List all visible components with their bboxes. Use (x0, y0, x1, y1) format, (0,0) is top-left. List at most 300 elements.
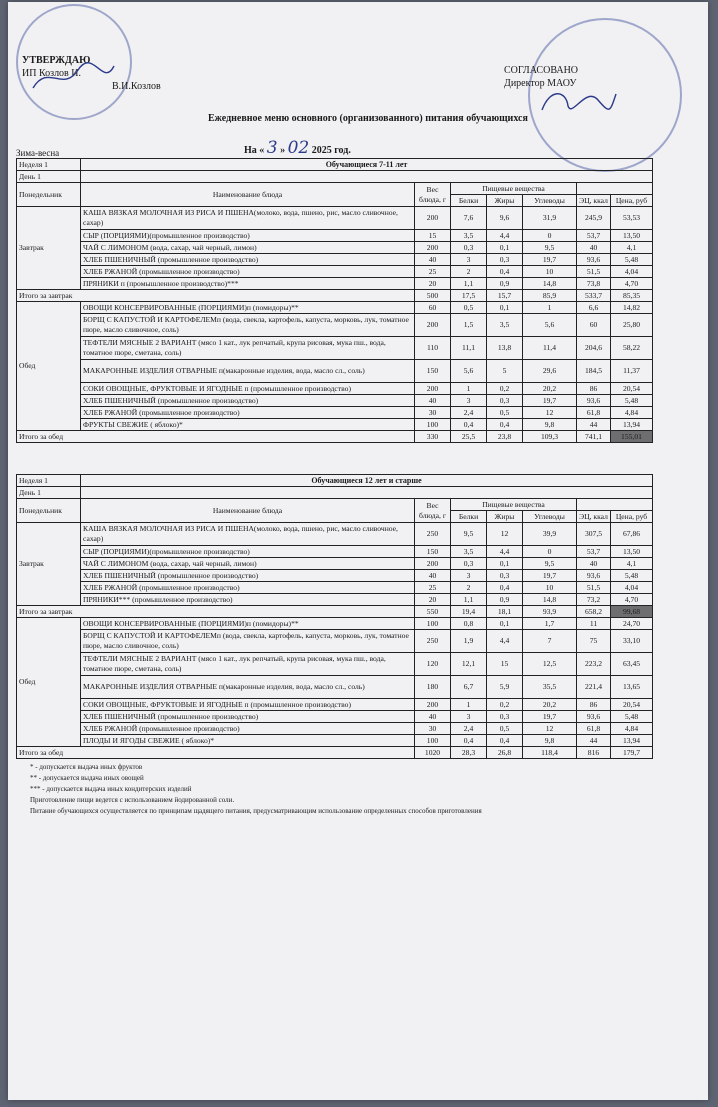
dish-carbs: 19,7 (523, 395, 577, 407)
dish-name: ФРУКТЫ СВЕЖИЕ ( яблоко)* (81, 419, 415, 431)
dish-name: ТЕФТЕЛИ МЯСНЫЕ 2 ВАРИАНТ (мясо 1 кат., лук репчатый, крупа рисовая, мука пш., вода, томатное пюре, сметана, соль) (81, 653, 415, 676)
dish-energy: 53,7 (577, 230, 611, 242)
dish-weight: 20 (415, 278, 451, 290)
table-row (17, 594, 653, 606)
dish-weight: 200 (415, 314, 451, 337)
right-signature (538, 82, 618, 122)
column-header-nutrients: Пищевые вещества (451, 183, 577, 195)
dish-carbs: 0 (523, 546, 577, 558)
dish-protein: 3,5 (451, 230, 487, 242)
dish-energy: 51,5 (577, 582, 611, 594)
date-month: 02 (287, 138, 310, 158)
dish-weight: 200 (415, 383, 451, 395)
column-header-weight: Вес блюда, г (415, 183, 451, 207)
table-row (17, 407, 653, 419)
column-header-energy: ЭЦ, ккал (577, 195, 611, 207)
dish-carbs: 10 (523, 582, 577, 594)
dish-name: СЫР (ПОРЦИЯМИ)(промышленное производство) (81, 546, 415, 558)
header-row (17, 159, 653, 171)
dish-name: ХЛЕБ РЖАНОЙ (промышленное производство) (81, 407, 415, 419)
dish-name: ХЛЕБ ПШЕНИЧНЫЙ (промышленное производство) (81, 254, 415, 266)
dish-weight: 200 (415, 207, 451, 230)
total-energy: 741,1 (577, 431, 611, 443)
dish-name: ПРЯНИКИ п (промышленное производство)*** (81, 278, 415, 290)
dish-price: 20,54 (611, 699, 653, 711)
dish-fat: 0,4 (487, 419, 523, 431)
day-label: День 1 (17, 171, 81, 183)
dish-carbs: 19,7 (523, 570, 577, 582)
dish-energy: 86 (577, 383, 611, 395)
dish-price: 58,22 (611, 337, 653, 360)
dish-fat: 0,3 (487, 395, 523, 407)
table-row (17, 383, 653, 395)
dish-carbs: 20,2 (523, 699, 577, 711)
dish-fat: 0,1 (487, 242, 523, 254)
dish-price: 13,65 (611, 676, 653, 699)
dish-name: КАША ВЯЗКАЯ МОЛОЧНАЯ ИЗ РИСА И ПШЕНА(молоко, вода, пшено, рис, масло сливочное, сахар) (81, 523, 415, 546)
dish-protein: 5,6 (451, 360, 487, 383)
table-row (17, 711, 653, 723)
dish-energy: 53,7 (577, 546, 611, 558)
dish-protein: 1,1 (451, 594, 487, 606)
date-suffix: 2025 год. (311, 145, 351, 156)
meal-label: Обед (17, 302, 81, 431)
dish-carbs: 5,6 (523, 314, 577, 337)
dish-weight: 150 (415, 546, 451, 558)
table-row (17, 676, 653, 699)
total-row (17, 290, 653, 302)
dish-energy: 11 (577, 618, 611, 630)
dish-protein: 3 (451, 711, 487, 723)
dish-fat: 0,3 (487, 254, 523, 266)
total-label: Итого за обед (17, 431, 415, 443)
dish-carbs: 12 (523, 407, 577, 419)
dish-price: 4,04 (611, 266, 653, 278)
blank-cell (81, 487, 653, 499)
blank-cell (577, 183, 653, 195)
notes (30, 762, 482, 817)
total-protein: 25,5 (451, 431, 487, 443)
dish-energy: 51,5 (577, 266, 611, 278)
total-label: Итого за обед (17, 747, 415, 759)
dish-carbs: 9,5 (523, 558, 577, 570)
dish-protein: 1,1 (451, 278, 487, 290)
total-row (17, 606, 653, 618)
total-fat: 18,1 (487, 606, 523, 618)
dish-protein: 2 (451, 582, 487, 594)
dish-price: 13,94 (611, 419, 653, 431)
total-weight: 500 (415, 290, 451, 302)
dish-energy: 204,6 (577, 337, 611, 360)
dish-price: 63,45 (611, 653, 653, 676)
dish-weight: 100 (415, 618, 451, 630)
dish-weight: 100 (415, 419, 451, 431)
dish-fat: 0,9 (487, 278, 523, 290)
dish-energy: 40 (577, 558, 611, 570)
date-mid: » (280, 145, 286, 156)
dish-protein: 0,4 (451, 735, 487, 747)
total-fat: 23,8 (487, 431, 523, 443)
table-row (17, 337, 653, 360)
dish-price: 14,82 (611, 302, 653, 314)
total-energy: 533,7 (577, 290, 611, 302)
dish-protein: 3,5 (451, 546, 487, 558)
dish-carbs: 19,7 (523, 254, 577, 266)
column-header-fat: Жиры (487, 511, 523, 523)
table-row (17, 735, 653, 747)
dish-weight: 250 (415, 630, 451, 653)
total-label: Итого за завтрак (17, 290, 415, 302)
dish-price: 13,50 (611, 230, 653, 242)
dish-name: КАША ВЯЗКАЯ МОЛОЧНАЯ ИЗ РИСА И ПШЕНА(молоко, вода, пшено, рис, масло сливочное, сахар) (81, 207, 415, 230)
total-price: 99,68 (611, 606, 653, 618)
weekday-label: Понедельник (17, 183, 81, 207)
table-row (17, 570, 653, 582)
dish-price: 5,48 (611, 711, 653, 723)
table-row (17, 630, 653, 653)
week-label: Неделя 1 (17, 159, 81, 171)
total-carbs: 118,4 (523, 747, 577, 759)
week-label: Неделя 1 (17, 475, 81, 487)
table-row (17, 546, 653, 558)
dish-energy: 223,2 (577, 653, 611, 676)
dish-name: ХЛЕБ РЖАНОЙ (промышленное производство) (81, 266, 415, 278)
dish-protein: 1,5 (451, 314, 487, 337)
dish-fat: 0,3 (487, 711, 523, 723)
weekday-label: Понедельник (17, 499, 81, 523)
dish-price: 5,48 (611, 254, 653, 266)
approved-name: В.И.Козлов (112, 81, 161, 92)
dish-name: ХЛЕБ РЖАНОЙ (промышленное производство) (81, 723, 415, 735)
table-row (17, 582, 653, 594)
dish-fat: 0,2 (487, 699, 523, 711)
date-prefix: На « (244, 145, 265, 156)
dish-fat: 0,4 (487, 266, 523, 278)
dish-carbs: 14,8 (523, 278, 577, 290)
menu-table-12-plus (16, 474, 653, 759)
date-line (244, 138, 351, 158)
dish-carbs: 10 (523, 266, 577, 278)
dish-carbs: 1 (523, 302, 577, 314)
dish-price: 25,80 (611, 314, 653, 337)
column-header-price: Цена, руб (611, 195, 653, 207)
total-price: 155,01 (611, 431, 653, 443)
dish-weight: 200 (415, 699, 451, 711)
dish-fat: 0,2 (487, 383, 523, 395)
column-header-protein: Белки (451, 511, 487, 523)
total-carbs: 109,3 (523, 431, 577, 443)
header-row (17, 183, 653, 195)
dish-fat: 0,1 (487, 302, 523, 314)
total-protein: 28,3 (451, 747, 487, 759)
blank-cell (81, 171, 653, 183)
agreed-role: Директор МАОУ (504, 78, 577, 89)
total-energy: 816 (577, 747, 611, 759)
dish-name: ХЛЕБ ПШЕНИЧНЫЙ (промышленное производство) (81, 711, 415, 723)
note-line: *** - допускается выдача иных кондитерских изделий (30, 785, 192, 793)
dish-name: ХЛЕБ ПШЕНИЧНЫЙ (промышленное производство) (81, 570, 415, 582)
dish-energy: 40 (577, 242, 611, 254)
column-header-carbs: Углеводы (523, 511, 577, 523)
dish-fat: 3,5 (487, 314, 523, 337)
approved-label: УТВЕРЖДАЮ (22, 55, 91, 66)
dish-price: 4,04 (611, 582, 653, 594)
dish-weight: 40 (415, 711, 451, 723)
column-header-name: Наименование блюда (81, 499, 415, 523)
agreed-label: СОГЛАСОВАНО (504, 65, 579, 76)
dish-fat: 5 (487, 360, 523, 383)
header-row (17, 475, 653, 487)
table-row (17, 723, 653, 735)
dish-fat: 4,4 (487, 630, 523, 653)
dish-fat: 0,4 (487, 735, 523, 747)
total-weight: 330 (415, 431, 451, 443)
dish-energy: 73,8 (577, 278, 611, 290)
dish-name: СОКИ ОВОЩНЫЕ, ФРУКТОВЫЕ И ЯГОДНЫЕ п (промышленное производство) (81, 699, 415, 711)
meal-label: Завтрак (17, 207, 81, 290)
dish-fat: 13,8 (487, 337, 523, 360)
dish-name: ОВОЩИ КОНСЕРВИРОВАННЫЕ (ПОРЦИЯМИ)п (помидоры)** (81, 618, 415, 630)
dish-fat: 0,5 (487, 407, 523, 419)
table-row (17, 618, 653, 630)
dish-price: 5,48 (611, 395, 653, 407)
dish-fat: 4,4 (487, 546, 523, 558)
dish-name: ПРЯНИКИ*** (промышленное производство) (81, 594, 415, 606)
dish-carbs: 39,9 (523, 523, 577, 546)
total-price: 179,7 (611, 747, 653, 759)
dish-weight: 100 (415, 735, 451, 747)
total-energy: 658,2 (577, 606, 611, 618)
dish-name: ОВОЩИ КОНСЕРВИРОВАННЫЕ (ПОРЦИЯМИ)п (помидоры)** (81, 302, 415, 314)
total-weight: 550 (415, 606, 451, 618)
dish-protein: 2,4 (451, 407, 487, 419)
dish-energy: 61,8 (577, 407, 611, 419)
season-label: Зима-весна (16, 148, 60, 158)
table-row (17, 653, 653, 676)
dish-price: 4,70 (611, 594, 653, 606)
dish-fat: 0,4 (487, 582, 523, 594)
column-header-weight: Вес блюда, г (415, 499, 451, 523)
dish-carbs: 9,5 (523, 242, 577, 254)
dish-price: 4,70 (611, 278, 653, 290)
total-price: 85,35 (611, 290, 653, 302)
table-row (17, 523, 653, 546)
total-carbs: 85,9 (523, 290, 577, 302)
header-row (17, 487, 653, 499)
dish-protein: 2 (451, 266, 487, 278)
dish-price: 24,70 (611, 618, 653, 630)
table-row (17, 230, 653, 242)
note-line: ** - допускается выдача иных овощей (30, 774, 144, 782)
total-label: Итого за завтрак (17, 606, 415, 618)
dish-name: МАКАРОННЫЕ ИЗДЕЛИЯ ОТВАРНЫЕ п(макаронные изделия, вода, масло сл., соль) (81, 360, 415, 383)
dish-protein: 3 (451, 254, 487, 266)
dish-energy: 6,6 (577, 302, 611, 314)
dish-energy: 93,6 (577, 570, 611, 582)
dish-protein: 0,3 (451, 242, 487, 254)
dish-protein: 1 (451, 383, 487, 395)
dish-price: 13,50 (611, 546, 653, 558)
dish-weight: 150 (415, 360, 451, 383)
note-line: * - допускается выдача иных фруктов (30, 763, 143, 771)
table-row (17, 395, 653, 407)
dish-energy: 307,5 (577, 523, 611, 546)
column-header-carbs: Углеводы (523, 195, 577, 207)
approved-org: ИП Козлов И. (22, 68, 81, 79)
column-header-price: Цена, руб (611, 511, 653, 523)
table-row (17, 699, 653, 711)
dish-name: ТЕФТЕЛИ МЯСНЫЕ 2 ВАРИАНТ (мясо 1 кат., лук репчатый, крупа рисовая, мука пш., вода, томатное пюре, сметана, соль) (81, 337, 415, 360)
dish-carbs: 11,4 (523, 337, 577, 360)
table-row (17, 242, 653, 254)
dish-weight: 200 (415, 242, 451, 254)
total-fat: 15,7 (487, 290, 523, 302)
table-row (17, 360, 653, 383)
dish-carbs: 14,8 (523, 594, 577, 606)
dish-energy: 93,6 (577, 711, 611, 723)
date-day: 3 (266, 138, 278, 158)
dish-weight: 40 (415, 254, 451, 266)
dish-name: БОРЩ С КАПУСТОЙ И КАРТОФЕЛЕМп (вода, свекла, картофель, капуста, морковь, лук, томатное пюре, масло сливочное, соль) (81, 314, 415, 337)
header-row (17, 171, 653, 183)
dish-name: ЧАЙ С ЛИМОНОМ (вода, сахар, чай черный, лимон) (81, 558, 415, 570)
dish-price: 67,86 (611, 523, 653, 546)
column-header-fat: Жиры (487, 195, 523, 207)
dish-weight: 110 (415, 337, 451, 360)
dish-energy: 245,9 (577, 207, 611, 230)
dish-name: ПЛОДЫ И ЯГОДЫ СВЕЖИЕ ( яблоко)* (81, 735, 415, 747)
dish-protein: 6,7 (451, 676, 487, 699)
dish-protein: 0,4 (451, 419, 487, 431)
dish-carbs: 12 (523, 723, 577, 735)
dish-weight: 40 (415, 570, 451, 582)
dish-fat: 4,4 (487, 230, 523, 242)
dish-protein: 12,1 (451, 653, 487, 676)
page-title: Ежедневное меню основного (организованного) питания обучающихся (208, 113, 528, 124)
dish-carbs: 19,7 (523, 711, 577, 723)
table-row (17, 302, 653, 314)
dish-weight: 20 (415, 594, 451, 606)
column-header-name: Наименование блюда (81, 183, 415, 207)
dish-name: ХЛЕБ ПШЕНИЧНЫЙ (промышленное производство) (81, 395, 415, 407)
dish-protein: 11,1 (451, 337, 487, 360)
dish-energy: 73,2 (577, 594, 611, 606)
group-title: Обучающиеся 7-11 лет (81, 159, 653, 171)
dish-protein: 9,5 (451, 523, 487, 546)
blank-cell (577, 499, 653, 511)
table-row (17, 419, 653, 431)
dish-weight: 120 (415, 653, 451, 676)
table-row (17, 558, 653, 570)
dish-protein: 2,4 (451, 723, 487, 735)
dish-energy: 44 (577, 735, 611, 747)
dish-fat: 0,1 (487, 558, 523, 570)
dish-energy: 61,8 (577, 723, 611, 735)
dish-protein: 3 (451, 570, 487, 582)
menu-sheet (8, 2, 708, 1100)
dish-energy: 75 (577, 630, 611, 653)
dish-price: 4,84 (611, 407, 653, 419)
menu-table-7-11 (16, 158, 653, 443)
dish-fat: 0,5 (487, 723, 523, 735)
dish-price: 33,10 (611, 630, 653, 653)
dish-fat: 9,6 (487, 207, 523, 230)
dish-price: 53,53 (611, 207, 653, 230)
dish-price: 11,37 (611, 360, 653, 383)
dish-energy: 60 (577, 314, 611, 337)
dish-carbs: 7 (523, 630, 577, 653)
table-row (17, 278, 653, 290)
dish-weight: 180 (415, 676, 451, 699)
group-title: Обучающиеся 12 лет и старше (81, 475, 653, 487)
dish-price: 4,1 (611, 242, 653, 254)
dish-carbs: 35,5 (523, 676, 577, 699)
total-carbs: 93,9 (523, 606, 577, 618)
table-row (17, 314, 653, 337)
dish-fat: 12 (487, 523, 523, 546)
dish-energy: 93,6 (577, 254, 611, 266)
dish-name: ХЛЕБ РЖАНОЙ (промышленное производство) (81, 582, 415, 594)
table-row (17, 207, 653, 230)
total-fat: 26,8 (487, 747, 523, 759)
dish-protein: 0,5 (451, 302, 487, 314)
dish-carbs: 1,7 (523, 618, 577, 630)
dish-energy: 93,6 (577, 395, 611, 407)
total-protein: 19,4 (451, 606, 487, 618)
dish-fat: 0,9 (487, 594, 523, 606)
table-row (17, 254, 653, 266)
dish-carbs: 20,2 (523, 383, 577, 395)
dish-carbs: 12,5 (523, 653, 577, 676)
dish-energy: 221,4 (577, 676, 611, 699)
column-header-nutrients: Пищевые вещества (451, 499, 577, 511)
dish-fat: 5,9 (487, 676, 523, 699)
dish-protein: 7,6 (451, 207, 487, 230)
left-signature (28, 58, 118, 98)
dish-carbs: 29,6 (523, 360, 577, 383)
dish-weight: 200 (415, 558, 451, 570)
dish-weight: 25 (415, 582, 451, 594)
dish-energy: 44 (577, 419, 611, 431)
dish-name: МАКАРОННЫЕ ИЗДЕЛИЯ ОТВАРНЫЕ п(макаронные изделия, вода, масло сл., соль) (81, 676, 415, 699)
table-row (17, 266, 653, 278)
meal-label: Завтрак (17, 523, 81, 606)
dish-weight: 25 (415, 266, 451, 278)
dish-energy: 184,5 (577, 360, 611, 383)
column-header-energy: ЭЦ, ккал (577, 511, 611, 523)
dish-weight: 40 (415, 395, 451, 407)
dish-price: 20,54 (611, 383, 653, 395)
meal-label: Обед (17, 618, 81, 747)
dish-name: БОРЩ С КАПУСТОЙ И КАРТОФЕЛЕМп (вода, свекла, картофель, капуста, морковь, лук, томатное пюре, масло сливочное, соль) (81, 630, 415, 653)
dish-price: 5,48 (611, 570, 653, 582)
dish-protein: 3 (451, 395, 487, 407)
dish-protein: 0,8 (451, 618, 487, 630)
dish-protein: 1,9 (451, 630, 487, 653)
dish-carbs: 0 (523, 230, 577, 242)
note-line: Приготовление пищи ведется с использованием йодированной соли. (30, 796, 235, 804)
total-row (17, 431, 653, 443)
dish-weight: 60 (415, 302, 451, 314)
day-label: День 1 (17, 487, 81, 499)
total-protein: 17,5 (451, 290, 487, 302)
dish-name: СОКИ ОВОЩНЫЕ, ФРУКТОВЫЕ И ЯГОДНЫЕ п (промышленное производство) (81, 383, 415, 395)
dish-price: 13,94 (611, 735, 653, 747)
dish-weight: 250 (415, 523, 451, 546)
dish-protein: 1 (451, 699, 487, 711)
dish-carbs: 9,8 (523, 735, 577, 747)
dish-price: 4,84 (611, 723, 653, 735)
